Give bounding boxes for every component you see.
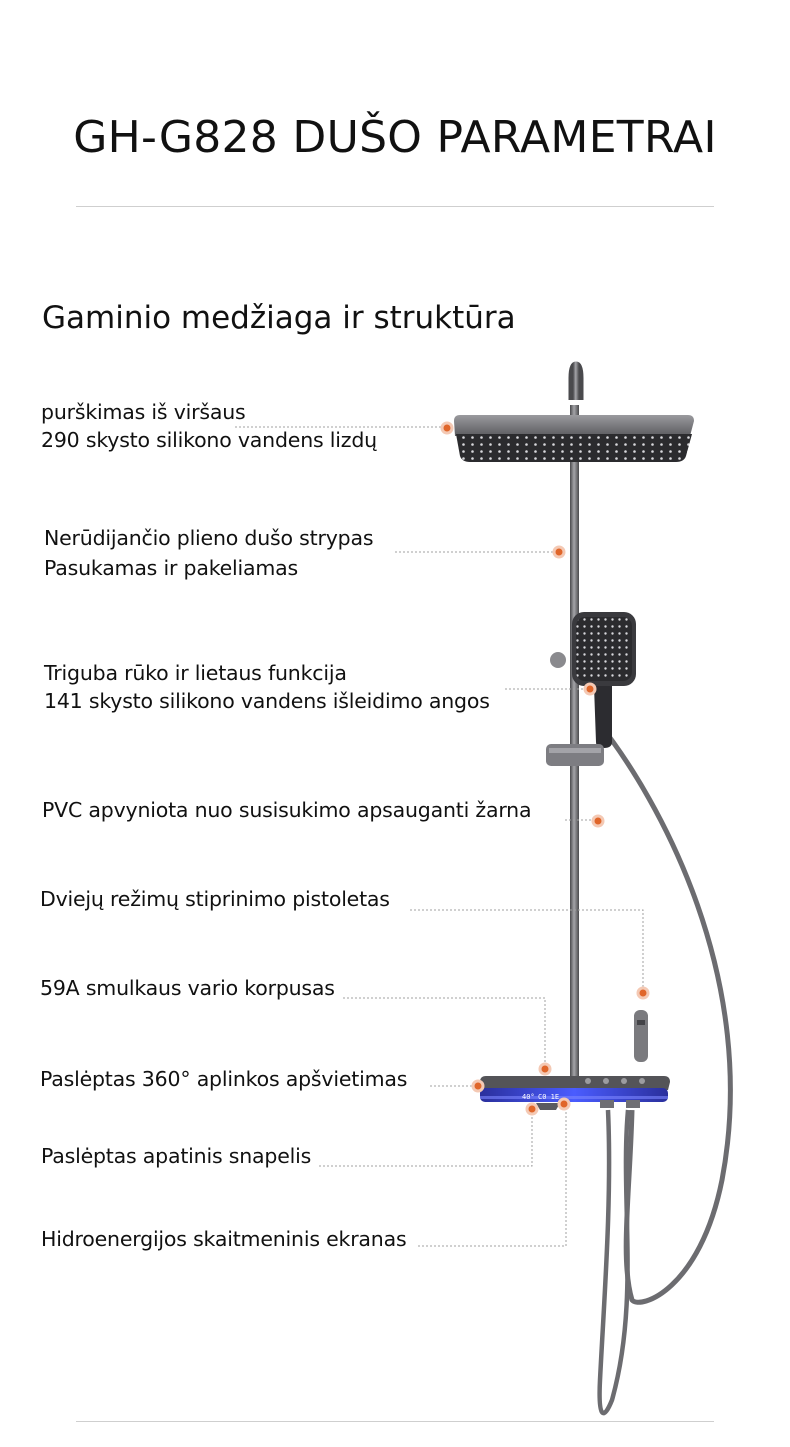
shower-rod	[570, 405, 579, 1080]
bottom-divider	[76, 1421, 714, 1422]
feature-copper-body: 59A smulkaus vario korpusas	[40, 976, 335, 1000]
feature-digital-display: Hidroenergijos skaitmeninis ekranas	[41, 1227, 407, 1251]
marker-hose	[593, 816, 603, 826]
feature-rain-head-line2: 290 skysto silikono vandens lizdų	[41, 428, 377, 452]
marker-rain-head	[442, 423, 452, 433]
feature-rain-head	[41, 398, 377, 454]
feature-hand-shower-line1: Triguba rūko ir lietaus funkcija	[44, 661, 347, 685]
feature-rod-line2: Pasukamas ir pakeliamas	[44, 556, 299, 580]
display-reading: C0 1E	[538, 1093, 560, 1101]
page-title: GH-G828 DUŠO PARAMETRAI	[73, 112, 717, 163]
feature-booster-gun: Dviejų režimų stiprinimo pistoletas	[40, 887, 390, 911]
marker-copper-body	[540, 1064, 550, 1074]
feature-hand-shower	[44, 659, 490, 715]
feature-rain-head-line1: purškimas iš viršaus	[41, 400, 246, 424]
shower-hose	[598, 722, 730, 1302]
feature-rod	[44, 523, 373, 583]
hose-loop	[600, 1110, 628, 1413]
marker-rod	[554, 547, 564, 557]
feature-ambient-light: Paslėptas 360° aplinkos apšvietimas	[40, 1067, 408, 1091]
rain-shower-head	[454, 415, 694, 436]
marker-digital-display	[559, 1099, 569, 1109]
display-temperature: 40°	[522, 1093, 535, 1101]
feature-rod-line1: Nerūdijančio plieno dušo strypas	[44, 526, 374, 550]
marker-hand-shower	[585, 684, 595, 694]
section-title: Gaminio medžiaga ir struktūra	[42, 300, 516, 336]
marker-ambient-light	[473, 1081, 483, 1091]
shower-arm	[573, 366, 579, 400]
slider-bracket	[546, 744, 604, 766]
callout-markers	[442, 423, 648, 1114]
marker-booster-gun	[638, 988, 648, 998]
marker-bottom-spout	[527, 1104, 537, 1114]
feature-bottom-spout: Paslėptas apatinis snapelis	[41, 1144, 312, 1168]
feature-hose: PVC apvyniota nuo susisukimo apsauganti žarna	[42, 798, 532, 822]
booster-gun	[634, 1010, 648, 1062]
feature-hand-shower-line2: 141 skysto silikono vandens išleidimo angos	[44, 689, 490, 713]
